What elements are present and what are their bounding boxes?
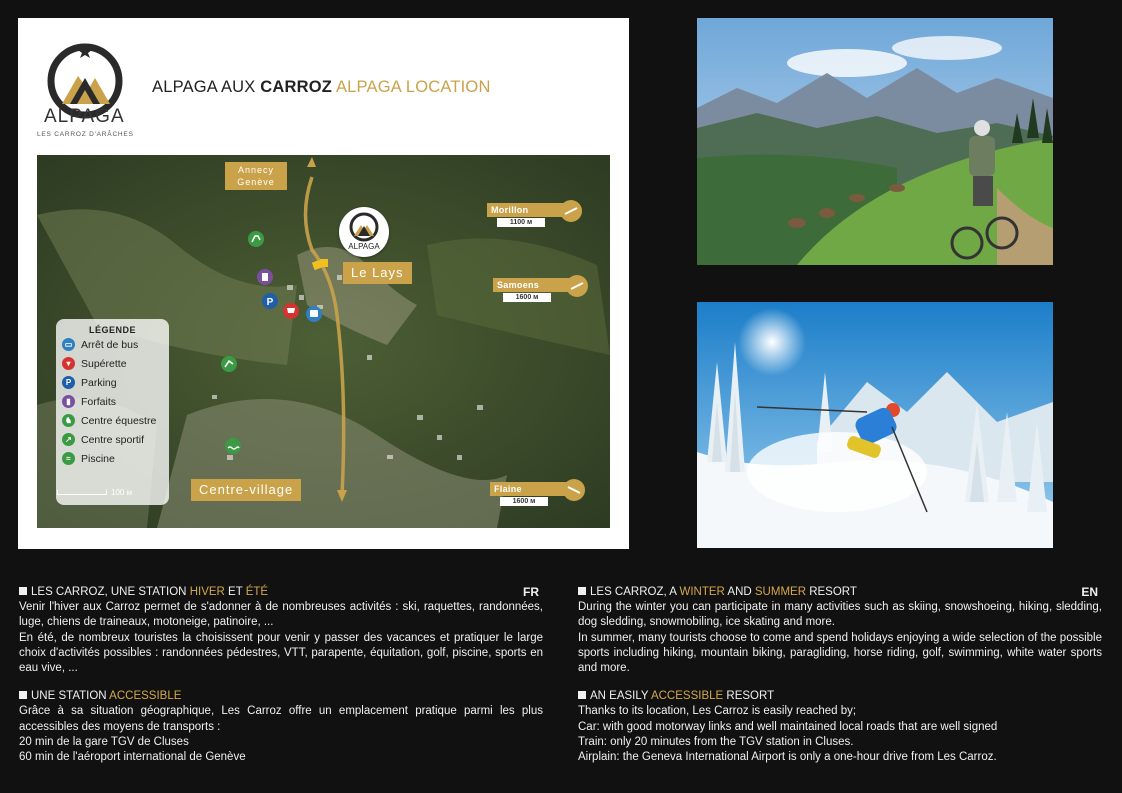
le-lays-label[interactable]: Le Lays — [343, 262, 412, 284]
en-h1-summer: SUMMER — [754, 586, 807, 598]
fr-heading-access — [19, 689, 543, 704]
scale-bar — [57, 490, 107, 495]
winter-skier-photo — [697, 302, 1053, 548]
annecy-geneve-label[interactable] — [225, 162, 287, 190]
alpaga-pin-logo-icon — [339, 207, 389, 243]
pin-label: ALPAGA — [348, 242, 380, 251]
svg-text:P: P — [266, 297, 274, 308]
legend-item-piscine — [56, 449, 169, 468]
horse-icon: ♞ — [62, 414, 75, 427]
bullet-square-icon — [578, 587, 586, 595]
pool-icon: ≈ — [62, 452, 75, 465]
language-tag-fr: FR — [523, 585, 539, 599]
logo-subtitle: LES CARROZ D'ARÂCHES — [37, 131, 134, 138]
en-h1-mid: AND — [724, 586, 755, 598]
ticket-icon[interactable] — [256, 268, 274, 290]
fr-h2-pre: UNE STATION — [31, 690, 110, 703]
alpaga-map-pin[interactable] — [339, 207, 389, 257]
bullet-square-icon — [19, 587, 27, 595]
flaine-name: Flaine — [490, 482, 568, 496]
fr-line-train: 20 min de la gare TGV de Cluses — [19, 735, 189, 748]
legend-item-superette — [56, 354, 169, 373]
alpaga-location-marker[interactable] — [311, 257, 331, 275]
legend-item-equestre — [56, 411, 169, 430]
legend-label: Piscine — [81, 452, 115, 465]
en-h1-pre: LES CARROZ, A — [590, 586, 680, 598]
logo-name: ALPAGA — [44, 106, 125, 127]
en-paragraph-access: Thanks to its location, Les Carroz is easily reached by; — [578, 705, 857, 718]
bus-icon[interactable] — [305, 305, 323, 327]
fr-h1-ete: ÉTÉ — [245, 586, 269, 598]
geneve-text: Genève — [237, 177, 275, 187]
info-panel — [18, 18, 629, 549]
language-tag-en: EN — [1081, 585, 1098, 599]
morillon-name: Morillon — [487, 203, 565, 217]
pool-icon[interactable] — [224, 437, 242, 459]
bullet-square-icon — [19, 691, 27, 699]
title-bold: CARROZ — [260, 78, 333, 96]
legend-label: Centre équestre — [81, 414, 157, 427]
ski-arrow-icon — [562, 478, 586, 502]
legend-title: LÉGENDE — [88, 325, 136, 335]
ticket-icon: ▮ — [62, 395, 75, 408]
flaine-altitude: 1600 м — [500, 497, 548, 506]
en-line-train: Train: only 20 minutes from the TGV station in Cluses. — [578, 735, 854, 748]
legend-item-sportif — [56, 430, 169, 449]
legend-label: Forfaits — [81, 395, 117, 408]
map-legend — [56, 319, 169, 505]
cart-icon: ▾ — [62, 357, 75, 370]
legend-label: Arrêt de bus — [81, 338, 139, 351]
centre-village-label[interactable]: Centre-village — [191, 479, 301, 501]
legend-item-bus — [56, 335, 169, 354]
ski-arrow-icon — [559, 199, 583, 223]
fr-paragraph-winter: Venir l'hiver aux Carroz permet de s'adonner à de nombreuses activités : ski, raquettes, randonnées, luge, chiens de traineaux, motoneige, patinoire, ... — [19, 601, 543, 629]
fr-h1-pre: LES CARROZ, UNE STATION — [31, 586, 190, 598]
fr-line-airport: 60 min de l'aéroport international de Genève — [19, 751, 246, 764]
sport-icon: ↗ — [62, 433, 75, 446]
sport-icon[interactable] — [220, 355, 238, 377]
en-line-airplane: Airplain: the Geneva International Airport is only a one-hour drive from Les Carroz. — [578, 751, 997, 764]
en-heading-access — [578, 689, 1102, 704]
en-line-car: Car: with good motorway links and well maintained local roads that are well signed — [578, 720, 998, 733]
scale-label: 100 м — [111, 488, 133, 497]
legend-label: Supérette — [81, 357, 127, 370]
horse-icon[interactable] — [247, 230, 265, 252]
summer-mountain-bike-photo — [697, 18, 1053, 265]
en-h2-accent: ACCESSIBLE — [650, 690, 724, 703]
winter-landscape-image — [697, 302, 1053, 548]
cart-icon[interactable] — [282, 302, 300, 324]
en-h2-post: RESORT — [723, 690, 775, 703]
en-paragraph-summer: In summer, many tourists choose to come and spend holidays enjoying a wide selection of the possible sports including hiking, mountain biking, paragliding, horse riding, golf, swimming, white water sports and more. — [578, 631, 1102, 675]
legend-item-forfaits — [56, 392, 169, 411]
resort-map — [37, 155, 610, 528]
samoens-altitude: 1600 м — [503, 293, 551, 302]
fr-heading-seasons — [19, 585, 543, 600]
morillon-altitude: 1100 м — [497, 218, 545, 227]
legend-label: Centre sportif — [81, 433, 145, 446]
annecy-text: Annecy — [237, 165, 275, 175]
bullet-square-icon — [578, 691, 586, 699]
en-h1-winter: WINTER — [679, 586, 725, 598]
legend-item-parking — [56, 373, 169, 392]
en-h1-post: RESORT — [806, 586, 857, 598]
parking-icon[interactable] — [261, 292, 279, 314]
fr-paragraph-access: Grâce à sa situation géographique, Les Carroz offre un emplacement pratique parmi les plus accessibles des moyens de transports : — [19, 705, 543, 733]
title-accent: ALPAGA LOCATION — [332, 78, 491, 96]
fr-h2-accent: ACCESSIBLE — [109, 690, 182, 703]
page-title — [152, 78, 491, 97]
english-text-column — [578, 585, 1102, 765]
bus-icon: ▭ — [62, 338, 75, 351]
map-scale — [57, 488, 132, 497]
french-text-column — [19, 585, 543, 765]
fr-h1-hiver: HIVER — [189, 586, 225, 598]
en-heading-seasons — [578, 585, 1102, 600]
en-paragraph-winter: During the winter you can participate in many activities such as skiing, snowshoeing, hiking, sledding, dog sledding, snowmobiling, ice skating and more. — [578, 601, 1102, 629]
samoens-name: Samoens — [493, 278, 571, 292]
legend-label: Parking — [81, 376, 117, 389]
fr-paragraph-summer: En été, de nombreux touristes la choisissent pour venir y passer des vacances et pratiquer le large choix d'activités possibles : randonnées pédestres, VTT, parapente, équitation, golf, piscine, sports en eau vive, ... — [19, 631, 543, 675]
summer-landscape-image — [697, 18, 1053, 265]
parking-icon: P — [62, 376, 75, 389]
title-prefix: ALPAGA AUX — [152, 78, 261, 96]
ski-arrow-icon — [565, 274, 589, 298]
en-h2-pre: AN EASILY — [590, 690, 651, 703]
fr-h1-mid: ET — [224, 586, 246, 598]
